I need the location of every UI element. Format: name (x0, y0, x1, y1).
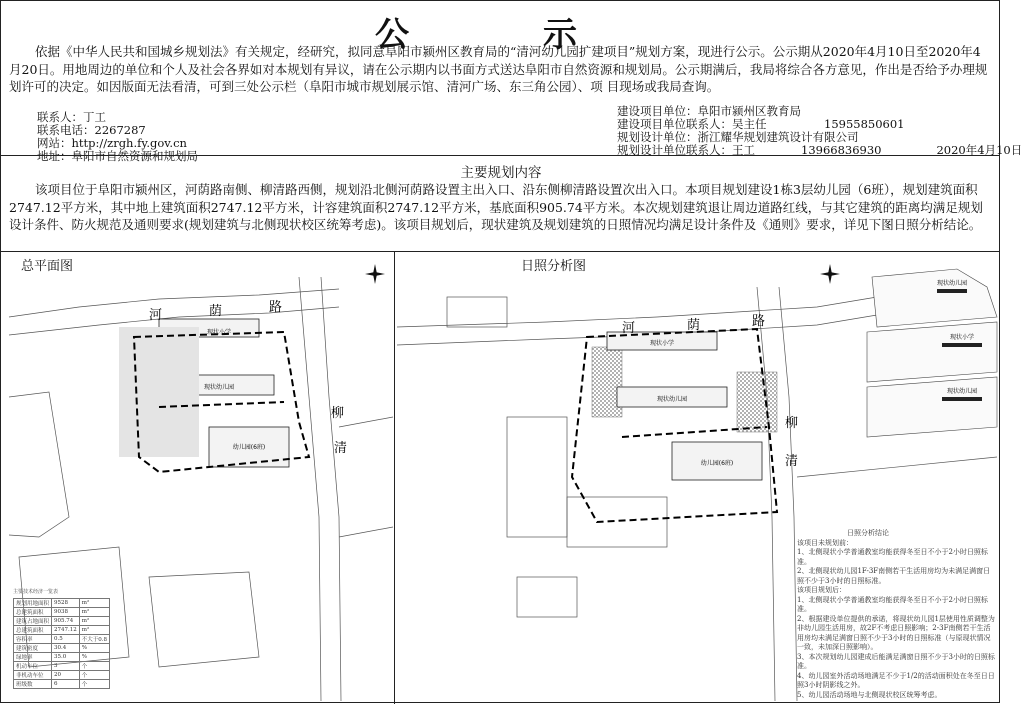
table-row (14, 644, 110, 653)
inset-label: 现状幼儿园 (946, 388, 978, 395)
table-row (14, 635, 110, 644)
map-label-kg-new: 幼儿园(6班) (700, 460, 734, 467)
inset-label: 现状幼儿园 (936, 280, 968, 287)
note-line: 4、幼儿园室外活动场地满足不少于1/2的活动面积处在冬至日日照3小时阴影线之外。 (797, 671, 995, 689)
site-plan-label: 总平面图 (21, 259, 74, 274)
road-label-east: 柳 (785, 416, 799, 431)
legend-note: 主要技术经济一览表 (13, 589, 59, 595)
section-title: 主要规划内容 (460, 165, 542, 181)
sunlight-analysis-label: 日照分析图 (521, 259, 587, 274)
table-row (14, 662, 110, 671)
table-row (14, 671, 110, 680)
table-cell: 总建筑面积 (14, 608, 52, 617)
map-label-kg-new: 幼儿园(6班) (232, 444, 266, 451)
road-label-north: 荫 (687, 318, 701, 333)
note-line: 2、北侧现状幼儿园1F-3F南侧若干生活用房均为未满足满窗日照不少于3小时的日照标准。 (797, 567, 991, 585)
contact-phone: 联系电话：2267287 (37, 123, 146, 137)
notice-date: 2020年4月10日 (936, 143, 1022, 157)
table-cell: 6 (52, 680, 80, 689)
table-cell: 30.4 (52, 644, 80, 653)
divider (1, 251, 999, 252)
map-label-school: 现状小学 (206, 329, 232, 336)
road-label-north: 河 (622, 321, 636, 336)
table-cell: 规划用地面积 (14, 599, 52, 608)
table-cell: m² (79, 617, 109, 626)
table-row (14, 617, 110, 626)
table-cell: 35.0 (52, 653, 80, 662)
project-unit: 建设项目单位：阜阳市颍州区教育局 (617, 104, 801, 118)
project-unit-contact: 建设项目单位联系人：吴主任 15955850601 (617, 117, 905, 131)
note-line: 该项目未规划前： (797, 538, 853, 547)
table-cell: m² (79, 608, 109, 617)
contact-website: 网站：http://zrgh.fy.gov.cn (37, 136, 187, 150)
table-cell: 绿地率 (14, 653, 52, 662)
table-row (14, 608, 110, 617)
sunlight-notes (797, 529, 997, 700)
intro-paragraph: 依据《中华人民共和国城乡规划法》有关规定，经研究，拟同意阜阳市颍州区教育局的“清河幼儿园扩建项目”规划方案，现进行公示。公示期从2020年4月10日至2020年4月20日。用地周边的单位和个人及社会各界如对本规划有异议，请在公示期内以书面方式送达阜阳市自然资源和规划局。公示期满后，我局将综合各方意见，作出是否给予办理规划许可的决定。如因版面无法看清，可到三处公示栏（阜阳市城市规划展示馆、清河广场、东三角公园）、项 目现场或我局查询。 (9, 44, 988, 94)
note-line: 3、本次规划幼儿园建成后能满足满窗日照不少于3小时的日照标准。 (797, 652, 995, 670)
note-line: 2、根据建设单位提供的承诺，将现状幼儿园1层使用性质调整为非幼儿园生活用房，故2F不考虑日照影响；2-3F南侧若干生活用房均未满足满窗日照不少于3小时的日照标准（与原现状情况一致，未加深日照影响）。 (797, 614, 995, 651)
table-cell: 非机动车位 (14, 671, 52, 680)
table-cell: 2747.12 (52, 626, 80, 635)
inset-label: 现状小学 (949, 334, 975, 341)
table-row (14, 626, 110, 635)
note-line: 1、北侧现状小学普通教室均能获得冬至日不小于2小时日照标准。 (797, 595, 988, 613)
table-cell: m² (79, 626, 109, 635)
table-cell: 9528 (52, 599, 80, 608)
table-row (14, 599, 110, 608)
contact-person: 联系人：丁工 (37, 110, 106, 124)
table-cell: % (79, 644, 109, 653)
contact-address: 地址：阜阳市自然资源和规划局 (37, 149, 198, 163)
design-unit: 规划设计单位：浙江耀华规划建筑设计有限公司 (617, 130, 859, 144)
content-paragraph: 该项目位于阜阳市颍州区，河荫路南侧、柳清路西侧，规划沿北侧河荫路设置主出入口、沿东侧柳清路设置次出入口。本项目规划建设1栋3层幼儿园（6班），规划建筑面积2747.12平方米，其中地上建筑面积2747.12平方米，计容建筑面积2747.12平方米，基底面积905.74平方米。本次规划建筑退让周边道路红线，与其它建筑的距离均满足规划设计条件、防火规范及通则要求(规划建筑与北侧现状校区统筹考虑)。该项目规划后，现状建筑及规划建筑的日照情况均满足设计条件及《通则》要求，详见下图日照分析结论。 (9, 182, 983, 232)
map-label-kg-existing: 现状幼儿园 (656, 396, 688, 403)
table-cell: 905.74 (52, 617, 80, 626)
table-cell: 班级数 (14, 680, 52, 689)
tech-indicator-table (13, 598, 110, 689)
table-cell: 0.5 (52, 635, 80, 644)
table-cell: 个 (79, 680, 109, 689)
table-cell: 总建筑面积 (14, 626, 52, 635)
table-cell: 个 (79, 662, 109, 671)
road-label-north: 河 (149, 308, 163, 323)
table-cell: 机动车位 (14, 662, 52, 671)
map-label-kg-existing: 现状幼儿园 (203, 384, 235, 391)
design-contact: 规划设计单位联系人：王工 13966836930 2020年4月10日 (617, 143, 1022, 157)
road-label-east: 清 (334, 441, 348, 456)
table-row (14, 680, 110, 689)
road-label-east: 清 (785, 454, 799, 469)
panel-divider (394, 251, 395, 704)
table-cell: 建筑密度 (14, 644, 52, 653)
note-line: 1、北侧现状小学普通教室均能获得冬至日不小于2小时日照标准。 (797, 548, 988, 566)
divider (1, 155, 999, 156)
table-cell: 个 (79, 671, 109, 680)
map-label-school: 现状小学 (649, 340, 675, 347)
road-label-north: 荫 (209, 304, 223, 319)
table-cell: 9038 (52, 608, 80, 617)
table-cell: 3 (52, 662, 80, 671)
table-cell: % (79, 653, 109, 662)
table-cell: 不大于0.8 (79, 635, 109, 644)
table-cell: 建筑占地面积 (14, 617, 52, 626)
notes-heading: 日照分析结论 (847, 529, 889, 537)
page-title: 公 示 (375, 15, 627, 55)
table-cell: m² (79, 599, 109, 608)
project-info (617, 105, 1022, 157)
table-cell: 20 (52, 671, 80, 680)
note-line: 该项目规划后： (797, 586, 846, 594)
table-cell: 容积率 (14, 635, 52, 644)
note-line: 5、幼儿园活动场地与北侧现状校区统筹考虑。 (797, 690, 942, 699)
road-label-east: 柳 (331, 406, 345, 421)
table-row (14, 653, 110, 662)
road-label-north: 路 (752, 314, 766, 329)
road-label-north: 路 (269, 300, 283, 315)
